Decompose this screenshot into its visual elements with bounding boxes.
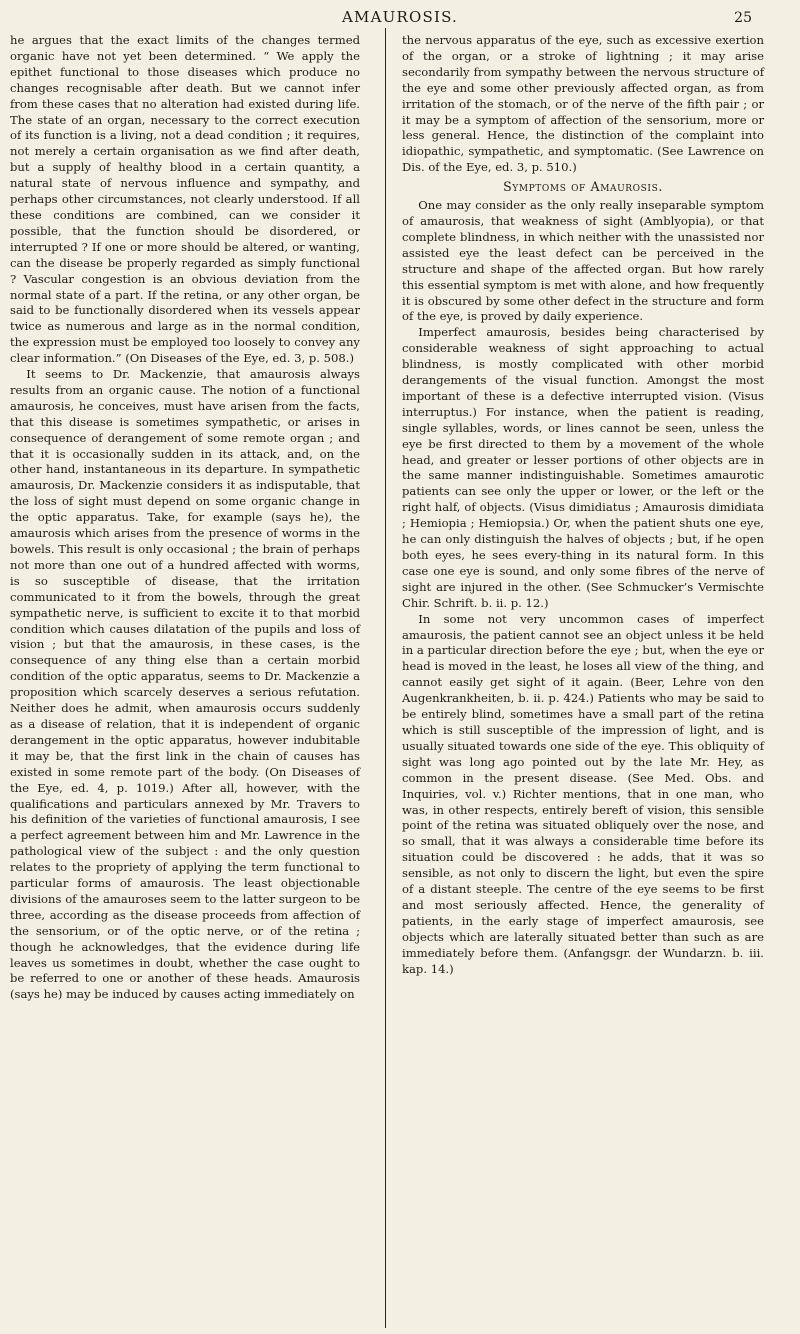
paragraph: One may consider as the only really inseparable symptom of amaurosis, that weakness of sight (Amblyopia), or that complete blindness, in which neither with the unassisted nor assisted eye the least defect can be perceived in the structure and shape of the affected organ. But how rarely this essential symptom is met with alone, and how frequently it is obscured by some other defect in the structure and form of the eye, is proved by daily experience. — [402, 198, 764, 324]
section-heading: Symptoms of Amaurosis. — [503, 179, 663, 195]
column-divider — [385, 28, 386, 1328]
left-column — [10, 33, 360, 1003]
paragraph: he argues that the exact limits of the changes termed organic have not yet been determined. “ We apply the epithet functional to those diseases which produce no changes recognisable after death. But we cannot infer from these cases that no alteration had existed during life. The state of an organ, necessary to the correct execution of its function is a living, not a dead condition ; it requires, not merely a certain organisation as we find after death, but a supply of healthy blood in a certain quantity, a natural state of nervous influence and sympathy, and perhaps other circumstances, not clearly understood. If all these conditions are combined, can we consider it possible, that the function should be disordered, or interrupted ? If one or more should be altered, or wanting, can the disease be properly regarded as simply functional ? Vascular congestion is an obvious deviation from the normal state of a part. If the retina, or any other organ, be said to be functionally disordered when its vessels appear twice as numerous and large as in the normal condition, the expression must be employed too loosely to convey any clear information.” (On Diseases of the Eye, ed. 3, p. 508.) — [10, 33, 360, 366]
page-number: 25 — [734, 10, 752, 26]
paragraph: In some not very uncommon cases of imperfect amaurosis, the patient cannot see an object unless it be held in a particular direction before the eye ; but, when the eye or head is moved in the least, he loses all view of the thing, and cannot easily get sight of it again. (Beer, Lehre von den Augenkrankheiten, b. ii. p. 424.) Patients who may be said to be entirely blind, sometimes have a small part of the retina which is still susceptible of the impression of light, and is usually situated towards one side of the eye. This obliquity of sight was long ago pointed out by the late Mr. Hey, as common in the present disease. (See Med. Obs. and Inquiries, vol. v.) Richter mentions, that in one man, who was, in other respects, entirely bereft of vision, this sensible point of the retina was situated obliquely over the nose, and so small, that it was always a considerable time before its situation could be discovered : he adds, that it was so sensible, as not only to discern the light, but even the spire of a distant steeple. The centre of the eye seems to be first and most seriously affected. Hence, the generality of patients, in the early stage of imperfect amaurosis, see objects which are laterally situated better than such as are immediately before them. (Anfangsgr. der Wundarzn. b. iii. kap. 14.) — [402, 611, 764, 976]
paragraph: Imperfect amaurosis, besides being characterised by considerable weakness of sight approaching to actual blindness, is mostly complicated with other morbid derangements of the visual function. Amongst the most important of these is a defective interrupted vision. (Visus interruptus.) For instance, when the patient is reading, single syllables, words, or lines cannot be seen, unless the eye be first directed to them by a movement of the whole head, and greater or lesser portions of other objects are in the same manner indistinguishable. Sometimes amaurotic patients can see only the upper or lower, or the left or the right half, of objects. (Visus dimidiatus ; Amaurosis dimidiata ; Hemiopia ; Hemiopsia.) Or, when the patient shuts one eye, he can only distinguish the halves of objects ; but, if he open both eyes, he sees every-thing in its natural form. In this case one eye is sound, and only some fibres of the nerve of sight are injured in the other. (See Schmucker’s Vermischte Chir. Schrift. b. ii. p. 12.) — [402, 325, 764, 610]
paragraph: It seems to Dr. Mackenzie, that amaurosis always results from an organic cause. The notion of a functional amaurosis, he conceives, must have arisen from the facts, that this disease is sometimes sympathetic, or arises in consequence of derangement of some remote organ ; and that it is occasionally sudden in its attack, and, on the other hand, instantaneous in its departure. In sympathetic amaurosis, Dr. Mackenzie considers it as indisputable, that the loss of sight must depend on some organic change in the optic apparatus. Take, for example (says he), the amaurosis which arises from the presence of worms in the bowels. This result is only occasional ; the brain of perhaps not more than one out of a hundred affected with worms, is so susceptible of disease, that the irritation communicated to it from the bowels, through the great sympathetic nerve, is sufficient to excite it to that morbid condition which causes dilatation of the pupils and loss of vision ; but that the amaurosis, in these cases, is the consequence of any thing else than a certain morbid condition of the optic apparatus, seems to Dr. Mackenzie a proposition which scarcely deserves a serious refutation. Neither does he admit, when amaurosis occurs suddenly as a disease of relation, that it is independent of organic derangement in the optic apparatus, however indubitable it may be, that the first link in the chain of causes has existed in some remote part of the body. (On Diseases of the Eye, ed. 4, p. 1019.) After all, however, with the qualifications and particulars annexed by Mr. Travers to his definition of the varieties of functional amaurosis, I see a perfect agreement between him and Mr. Lawrence in the pathological view of the subject : and the only question relates to the propriety of applying the term functional to particular forms of amaurosis. The least objectionable divisions of the amauroses seem to the latter surgeon to be three, according as the disease proceeds from affection of the sensorium, or of the optic nerve, or of the retina ; though he acknowledges, that the evidence during life leaves us sometimes in doubt, whether the case ought to be referred to one or another of these heads. Amaurosis (says he) may be induced by causes acting immediately on — [10, 367, 360, 1002]
paragraph: the nervous apparatus of the eye, such as excessive exertion of the organ, or a stroke of lightning ; it may arise secondarily from sympathy between the nervous structure of the eye and some other previously affected organ, as from irritation of the stomach, or of the nerve of the fifth pair ; or it may be a symptom of affection of the sensorium, more or less general. Hence, the distinction of the complaint into idiopathic, sympathetic, and symptomatic. (See Lawrence on Dis. of the Eye, ed. 3, p. 510.) — [402, 33, 764, 175]
right-column — [402, 33, 764, 977]
page-header — [0, 0, 800, 34]
running-head: AMAUROSIS. — [342, 8, 458, 26]
